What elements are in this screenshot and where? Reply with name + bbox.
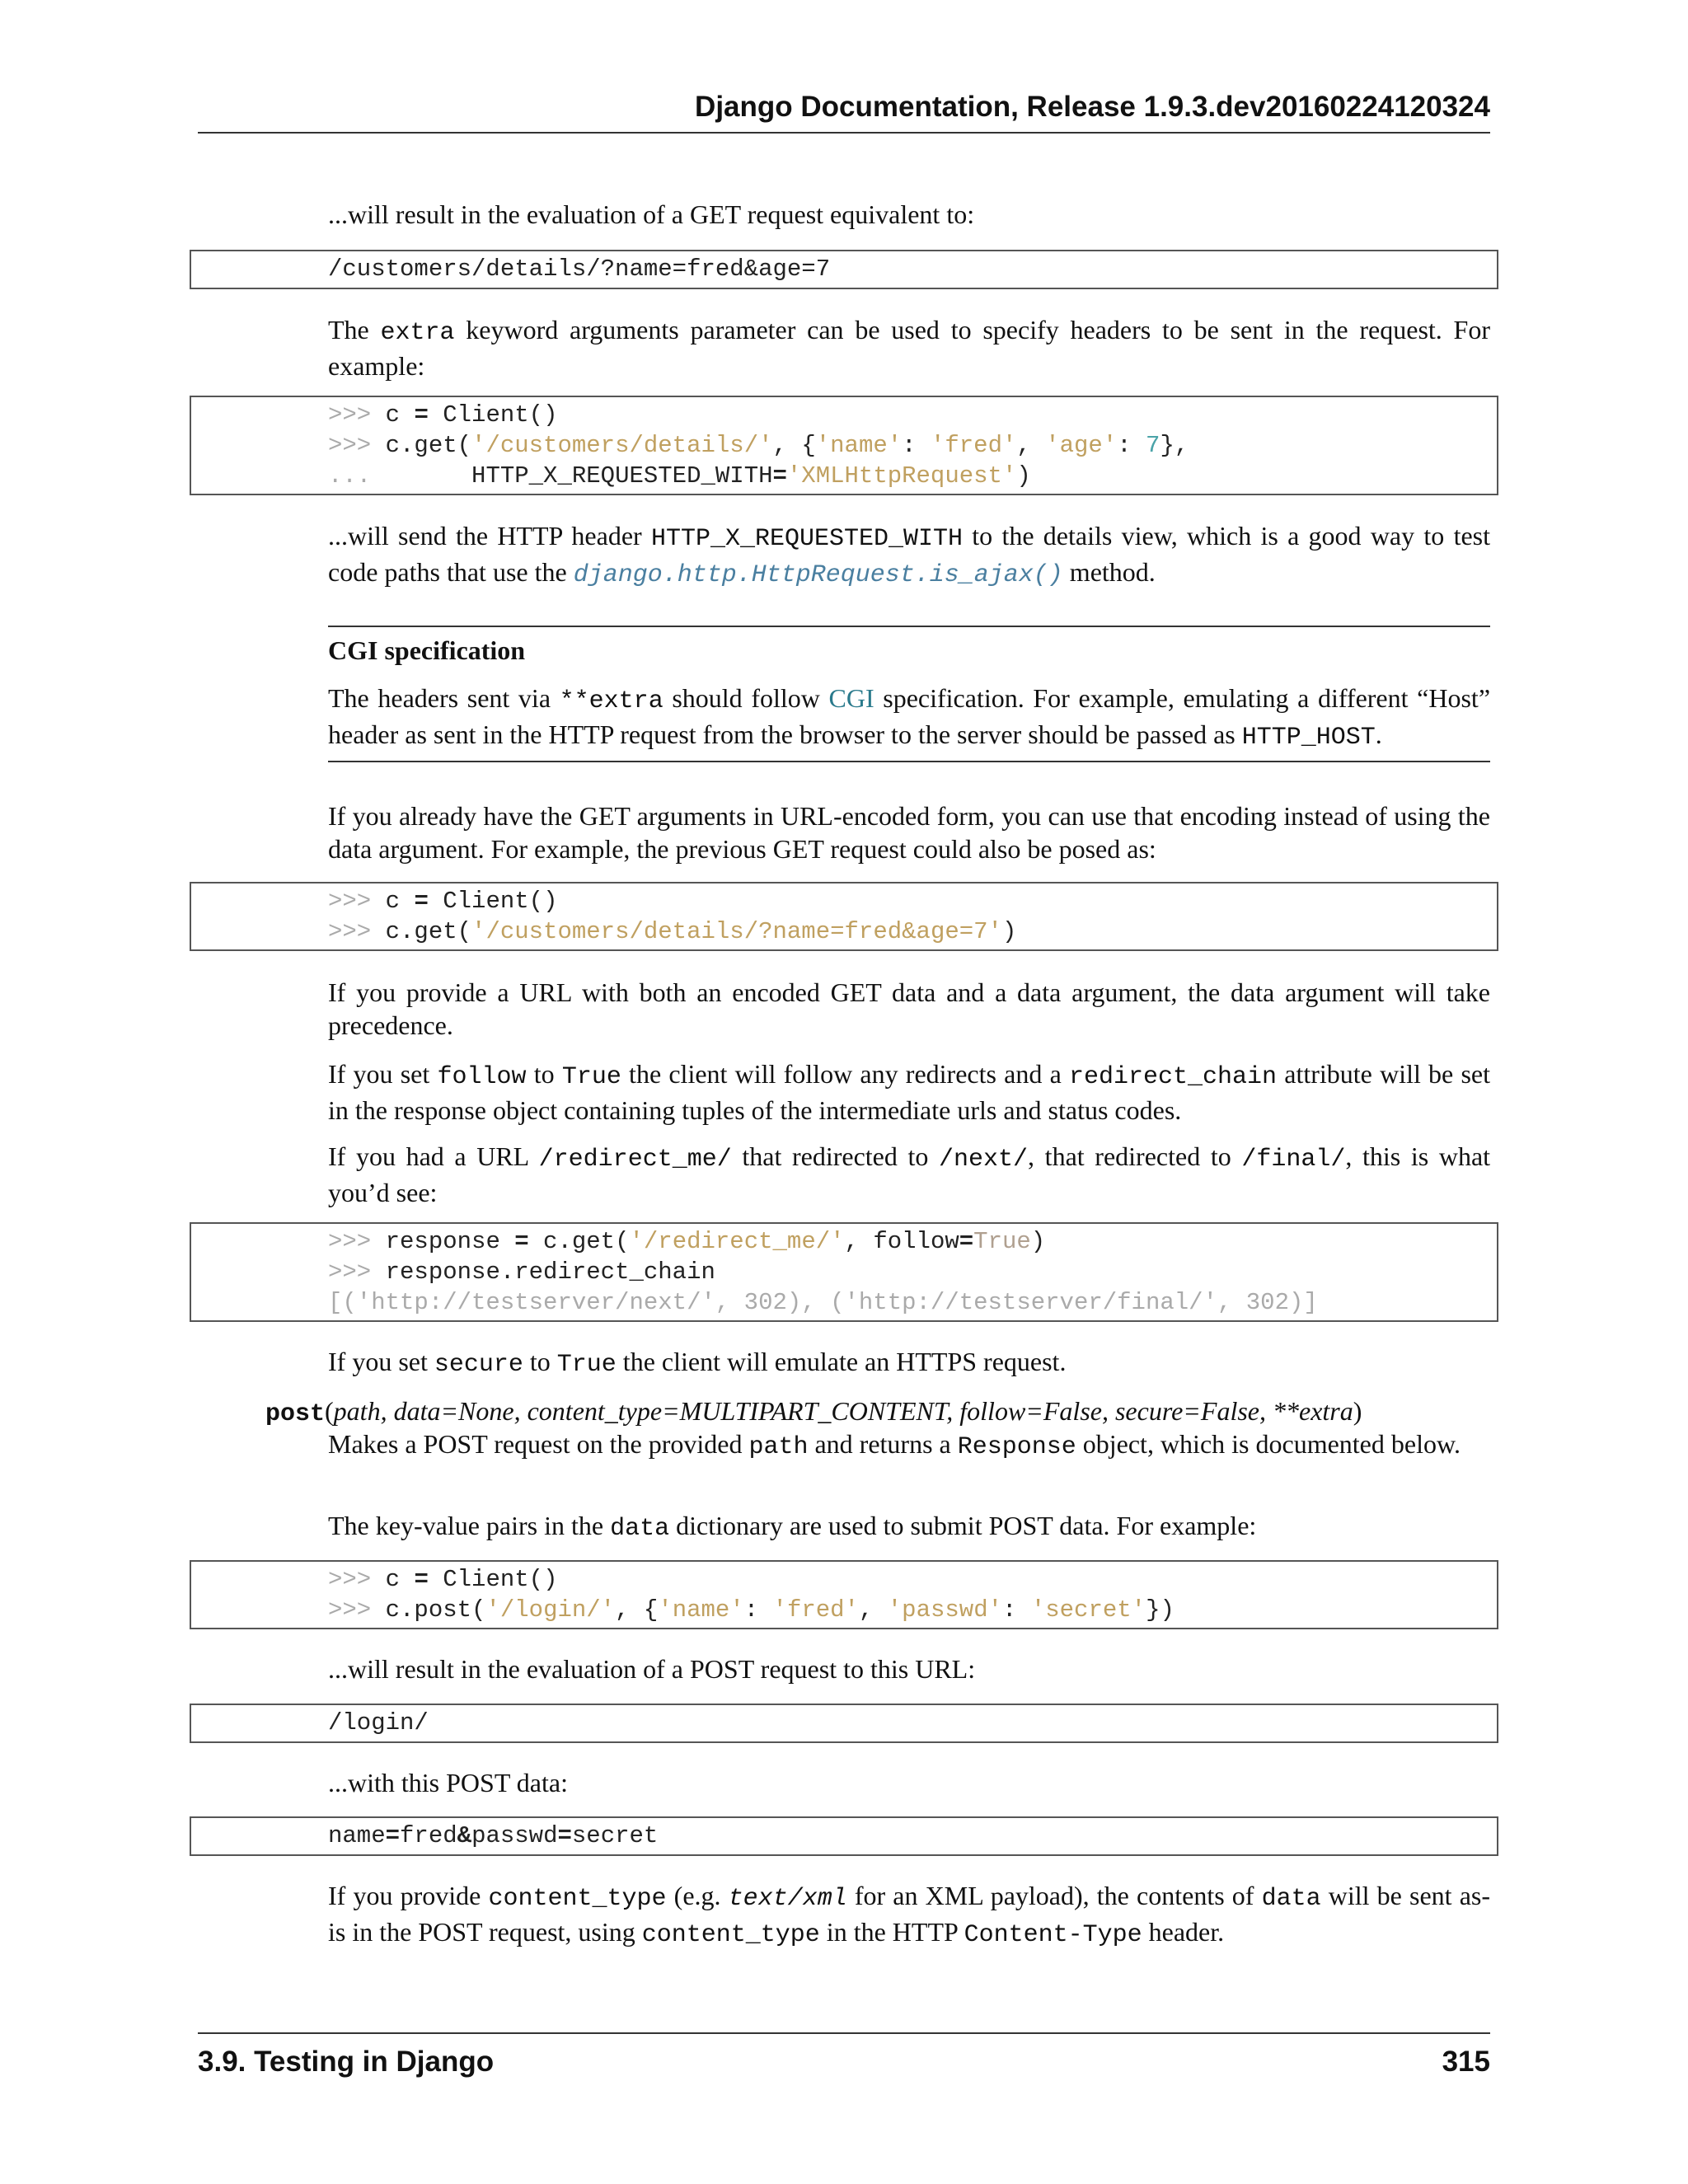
is-ajax-link[interactable]: django.http.HttpRequest.is_ajax() [573,561,1063,589]
cgi-link[interactable]: CGI [828,683,874,713]
page-footer [198,2032,1490,2079]
code-block-post-data [190,1816,1498,1856]
note-body: The headers sent via **extra should follow CGI specification. For example, emulating a different “Host” header as sent in the HTTP request from the browser to the server should be passed as HTTP_HOST. [328,683,1491,752]
code-snippet: >>> c = Client() >>> c.get('/customers/details/', {'name': 'fred', 'age': 7}, ... HTTP_X_REQUESTED_WITH='XMLHttpRequest') [328,401,1189,490]
code-block-get-extra [190,396,1498,495]
header-title: Django Documentation, Release 1.9.3.dev20160224120324 [695,91,1490,123]
paragraph-post-data: ...with this POST data: [328,1768,568,1797]
paragraph-key-value: The key-value pairs in the data dictionary are used to submit POST data. For example: [328,1511,1257,1543]
paragraph-get-equivalent: ...will result in the evaluation of a GET request equivalent to: [328,199,975,229]
code-block-login-url [190,1704,1498,1743]
code-block-redirect-chain [190,1222,1498,1322]
code-line: name=fred&passwd=secret [328,1822,659,1849]
paragraph-ajax: ...will send the HTTP header HTTP_X_REQUESTED_WITH to the details view, which is a good way to test code paths that use the django.http.HttpRequest.is_ajax() method. [328,521,1491,589]
note-title: CGI specification [328,635,526,665]
paragraph-redirect: If you had a URL /redirect_me/ that redirected to /next/, that redirected to /final/, this is what you’d see: [328,1141,1491,1207]
paragraph-secure: If you set secure to True the client will emulate an HTTPS request. [328,1347,1067,1379]
code-block-url [190,250,1498,289]
code-line: /customers/details/?name=fred&age=7 [328,255,831,283]
paragraph-post-description: Makes a POST request on the provided path and returns a Response object, which is documented below. [328,1429,1461,1461]
page-header [198,91,1490,134]
inline-code: extra [380,319,455,347]
code-snippet: >>> c = Client() >>> c.get('/customers/details/?name=fred&age=7') [328,888,1017,945]
paragraph-post-url: ...will result in the evaluation of a POST request to this URL: [328,1654,976,1684]
cgi-note [328,626,1490,762]
footer-section: 3.9. Testing in Django [198,2046,495,2078]
code-block-post [190,1560,1498,1629]
paragraph-follow: If you set follow to True the client will follow any redirects and a redirect_chain attribute will be set in the response object containing tuples of the intermediate urls and status codes. [328,1059,1491,1125]
method-name: post [265,1400,326,1428]
paragraph-precedence: If you provide a URL with both an encoded GET data and a data argument, the data argument will take precedence. [328,977,1490,1040]
page-number: 315 [1442,2046,1490,2078]
code-line: /login/ [328,1709,429,1736]
code-snippet: >>> response = c.get('/redirect_me/', follow=True) >>> response.redirect_chain [('http://testserver/next/', 302), ('http://testserver/final/', 302)] [328,1228,1318,1316]
paragraph-url-encoded: If you already have the GET arguments in URL-encoded form, you can use that encoding instead of using the data argument. For example, the previous GET request could also be posed as: [328,801,1490,864]
code-snippet: >>> c = Client() >>> c.post('/login/', {'name': 'fred', 'passwd': 'secret'}) [328,1566,1175,1624]
paragraph-extra-headers: The extra keyword arguments parameter can be used to specify headers to be sent in the request. For example: [328,315,1491,381]
code-block-get-encoded [190,882,1498,951]
post-method-signature: post(path, data=None, content_type=MULTIPART_CONTENT, follow=False, secure=False, **extra) [265,1396,1362,1428]
paragraph-content-type: If you provide content_type (e.g. text/xml for an XML payload), the contents of data will be sent as-is in the POST request, using content_type in the HTTP Content-Type header. [328,1881,1491,1949]
